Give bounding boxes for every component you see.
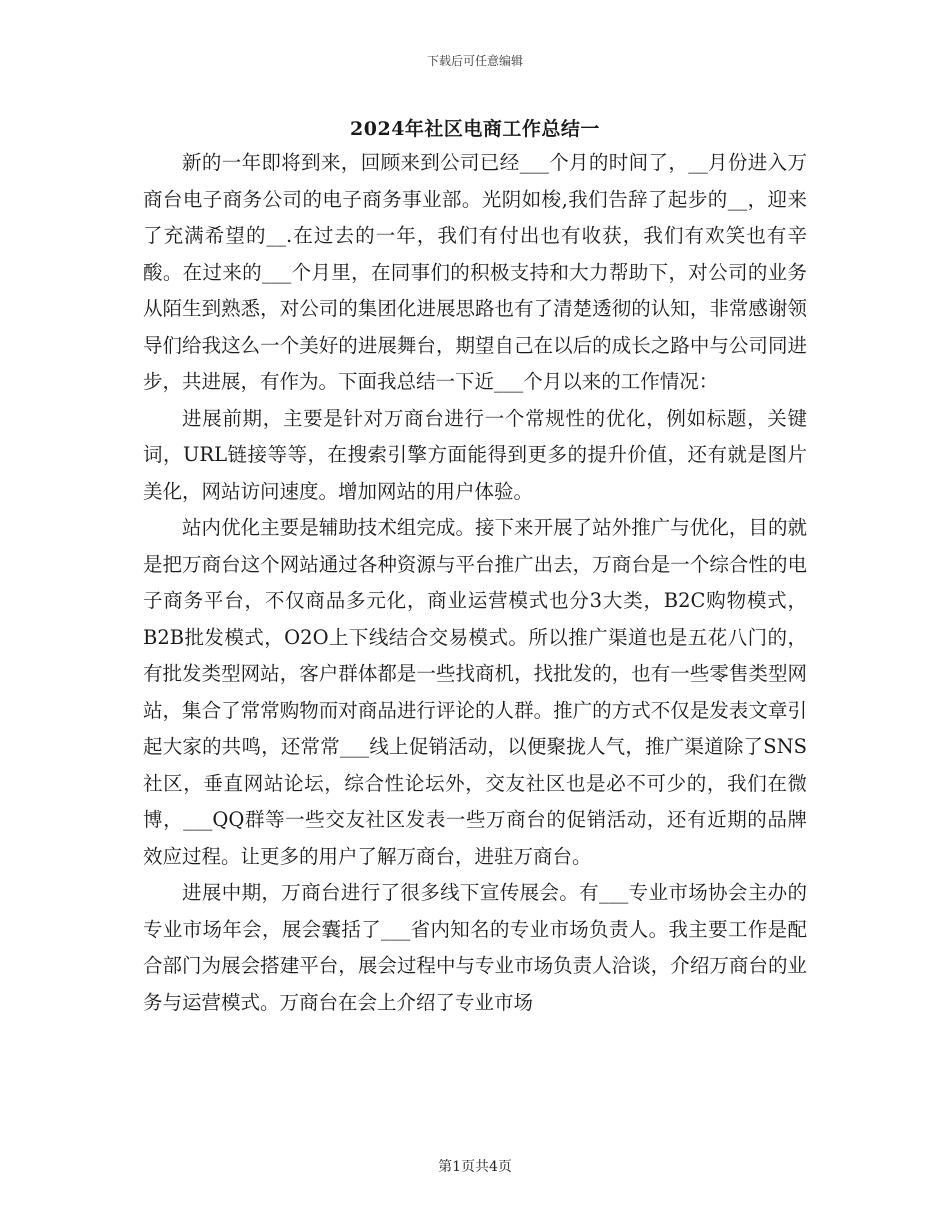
document-title: 2024年社区电商工作总结一 (350, 118, 600, 140)
paragraph-early-stage: 进展前期，主要是针对万商台进行一个常规性的优化，例如标题，关键词，URL链接等等，在搜索引擎方面能得到更多的提升价值，还有就是图片美化，网站访问速度。增加网站的用户体验。 (143, 406, 807, 503)
paragraph-mid-stage: 进展中期，万商台进行了很多线下宣传展会。有___专业市场协会主办的专业市场年会，展会囊括了___省内知名的专业市场负责人。我主要工作是配合部门为展会搭建平台，展会过程中与专业市场负责人洽谈，介绍万商台的业务与运营模式。万商台在会上介绍了专业市场 (143, 881, 807, 1014)
paragraph-intro: 新的一年即将到来，回顾来到公司已经___个月的时间了，__月份进入万商台电子商务公司的电子商务事业部。光阴如梭,我们告辞了起步的__，迎来了充满希望的__.在过去的一年，我们有付出也有收获，我们有欢笑也有辛酸。在过来的___个月里，在同事们的积极支持和大力帮助下，对公司的业务从陌生到熟悉，对公司的集团化进展思路也有了清楚透彻的认知，非常感谢领导们给我这么一个美好的进展舞台，期望自己在以后的成长之路中与公司同进步，共进展，有作为。下面我总结一下近___个月以来的工作情况： (143, 151, 807, 393)
page-number: 第1页共4页 (438, 1159, 512, 1175)
page-header-note: 下载后可任意编辑 (426, 54, 523, 68)
document-body (143, 145, 807, 1021)
paragraph-site-optimization: 站内优化主要是辅助技术组完成。接下来开展了站外推广与优化，目的就是把万商台这个网站通过各种资源与平台推广出去，万商台是一个综合性的电子商务平台，不仅商品多元化，商业运营模式也分3大类，B2C购物模式，B2B批发模式，O2O上下线结合交易模式。所以推广渠道也是五花八门的，有批发类型网站，客户群体都是一些找商机，找批发的，也有一些零售类型网站，集合了常常购物而对商品进行评论的人群。推广的方式不仅是发表文章引起大家的共鸣，还常常___线上促销活动，以便聚拢人气，推广渠道除了SNS社区，垂直网站论坛，综合性论坛外，交友社区也是必不可少的，我们在微博，___QQ群等一些交友社区发表一些万商台的促销活动，还有近期的品牌效应过程。让更多的用户了解万商台，进驻万商台。 (143, 516, 807, 868)
